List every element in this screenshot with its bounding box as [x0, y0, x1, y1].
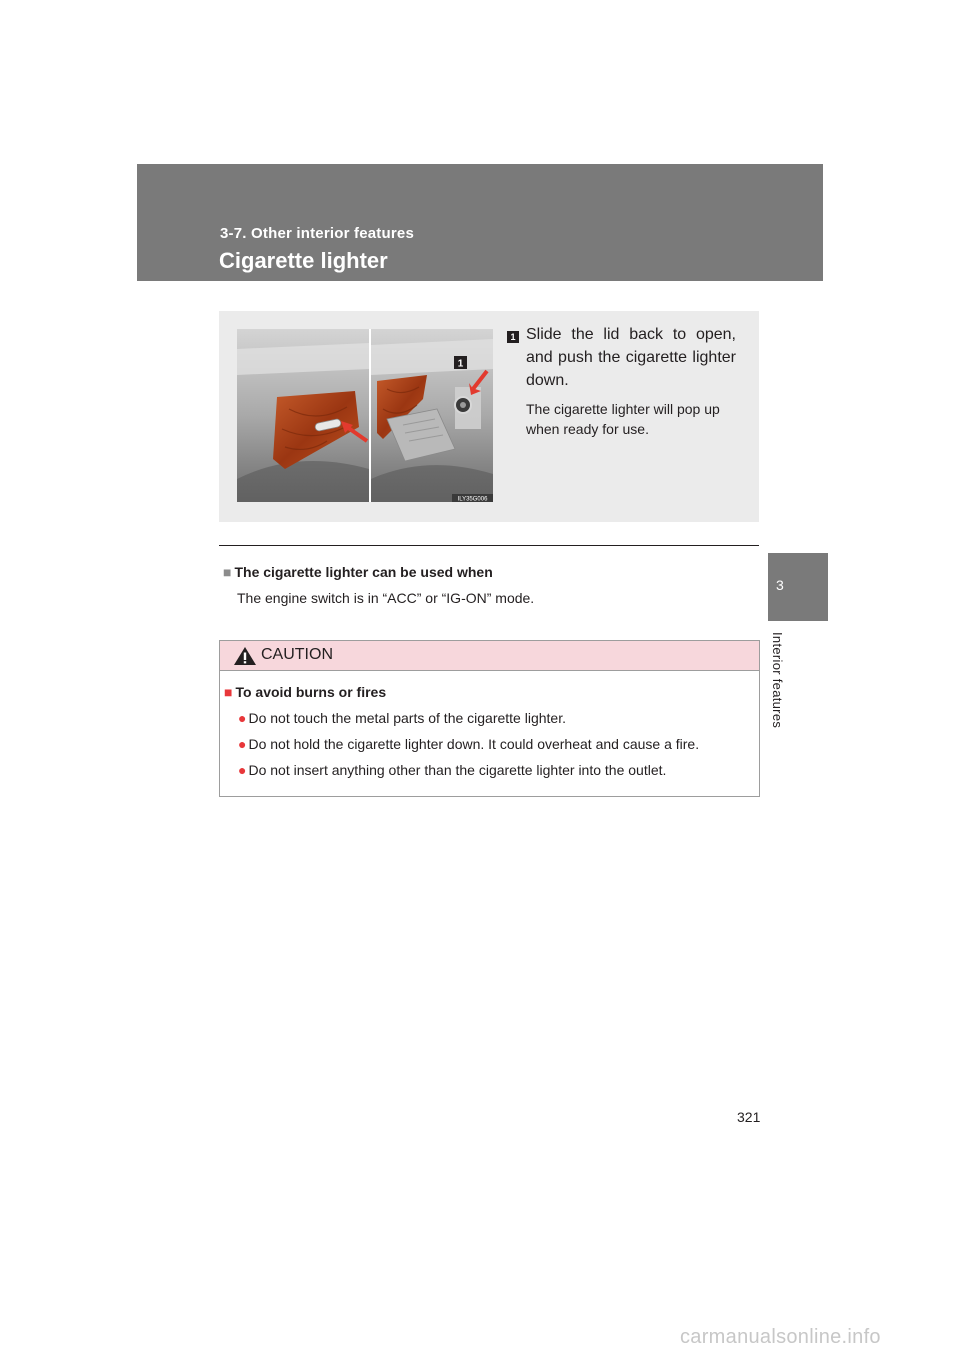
info-heading — [223, 564, 493, 580]
page-title: Cigarette lighter — [219, 248, 388, 273]
section-label: 3-7. Other interior features — [220, 225, 414, 242]
caution-box — [219, 640, 760, 797]
watermark: carmanualsonline.info — [680, 1326, 881, 1348]
info-body: The engine switch is in “ACC” or “IG-ON” mode. — [237, 590, 535, 606]
chapter-side-label: Interior features — [770, 632, 785, 729]
red-square-bullet-icon: ■ — [224, 684, 233, 700]
step-instruction: Slide the lid back to open, and push the cigarette lighter down. — [526, 326, 736, 389]
caution-subheading — [224, 684, 386, 700]
section-divider — [219, 545, 759, 546]
caution-bullet — [238, 762, 666, 778]
caution-title: CAUTION — [261, 646, 333, 663]
caution-subheading-text: To avoid burns or fires — [235, 684, 387, 700]
step-note: The cigarette lighter will pop up when ready for use. — [526, 401, 720, 437]
caution-bullet — [238, 736, 699, 752]
red-dot-icon: ● — [238, 710, 247, 726]
caution-bullet-text: Do not hold the cigarette lighter down. It could overheat and cause a fire. — [248, 736, 700, 752]
page-number: 321 — [737, 1109, 761, 1125]
red-dot-icon: ● — [238, 736, 247, 752]
cigarette-lighter-illustration — [237, 329, 493, 502]
illustration-panel — [219, 311, 759, 522]
callout-label: 1 — [457, 358, 464, 370]
image-code: ILY35G006 — [457, 496, 488, 502]
red-dot-icon: ● — [238, 762, 247, 778]
warning-icon — [233, 646, 257, 666]
caution-bullet — [238, 710, 566, 726]
caution-header — [220, 641, 759, 671]
caution-bullet-text: Do not touch the metal parts of the cigarette lighter. — [248, 710, 566, 726]
caution-bullet-text: Do not insert anything other than the cigarette lighter into the outlet. — [248, 762, 667, 778]
chapter-tab — [768, 553, 828, 621]
info-heading-text: The cigarette lighter can be used when — [234, 564, 493, 580]
page-header — [137, 164, 823, 281]
chapter-number: 3 — [776, 577, 784, 593]
step-number-badge: 1 — [507, 331, 519, 343]
square-bullet-icon: ■ — [223, 564, 232, 580]
